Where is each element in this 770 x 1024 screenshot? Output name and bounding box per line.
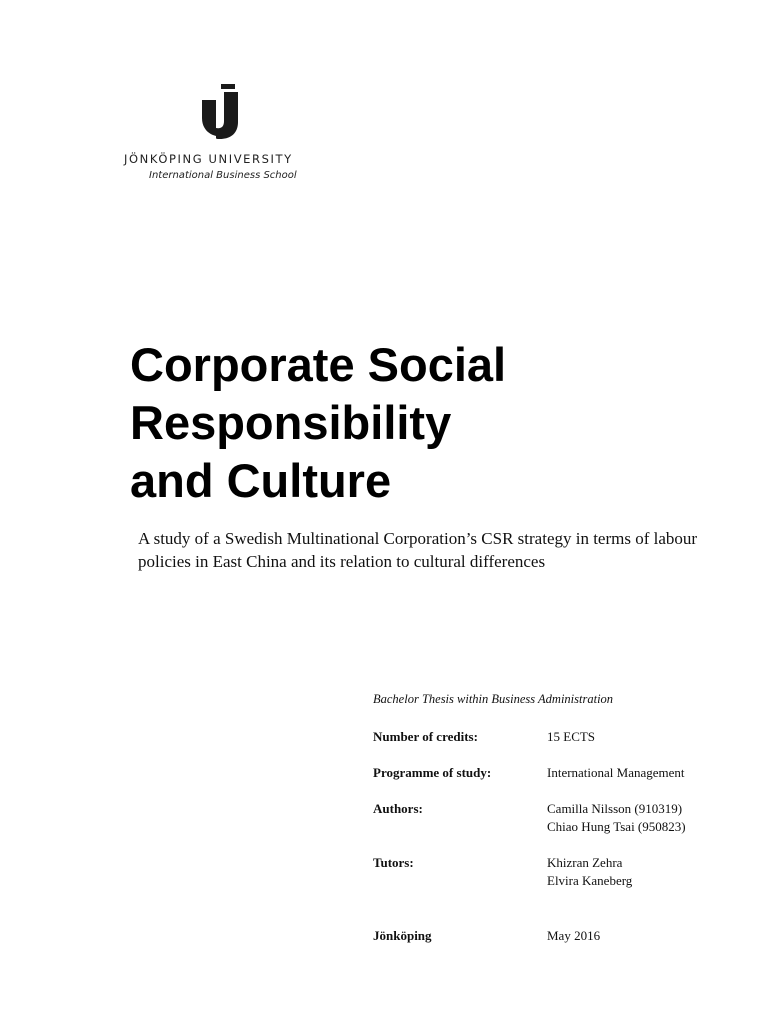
- authors-label: Authors:: [373, 801, 423, 816]
- thesis-title-line-1: Corporate Social: [130, 338, 507, 391]
- thesis-title-line-3: and Culture: [130, 454, 392, 507]
- author-name: Chiao Hung Tsai (950823): [547, 819, 686, 834]
- school-name: International Business School: [149, 170, 297, 181]
- authors-value: [547, 800, 686, 836]
- university-logo-icon: [198, 84, 244, 140]
- credits-value: 15 ECTS: [547, 729, 596, 744]
- university-name: JÖNKÖPING UNIVERSITY: [124, 152, 293, 166]
- date-value: May 2016: [547, 928, 601, 943]
- thesis-title: [130, 336, 690, 510]
- tutors-label: Tutors:: [373, 855, 414, 870]
- programme-value: International Management: [547, 765, 685, 780]
- thesis-subtitle: A study of a Swedish Multinational Corporation’s CSR strategy in terms of labour policies in East China and its relation to cultural differences: [138, 529, 698, 571]
- programme-label: Programme of study:: [373, 765, 492, 780]
- tutor-name: Elvira Kaneberg: [547, 873, 633, 888]
- place-label: Jönköping: [373, 928, 432, 943]
- thesis-type: Bachelor Thesis within Business Administration: [373, 692, 614, 706]
- tutors-value: [547, 854, 632, 890]
- credits-label: Number of credits:: [373, 729, 478, 744]
- tutor-name: Khizran Zehra: [547, 855, 623, 870]
- thesis-title-line-2: Responsibility: [130, 396, 452, 449]
- author-name: Camilla Nilsson (910319): [547, 801, 683, 816]
